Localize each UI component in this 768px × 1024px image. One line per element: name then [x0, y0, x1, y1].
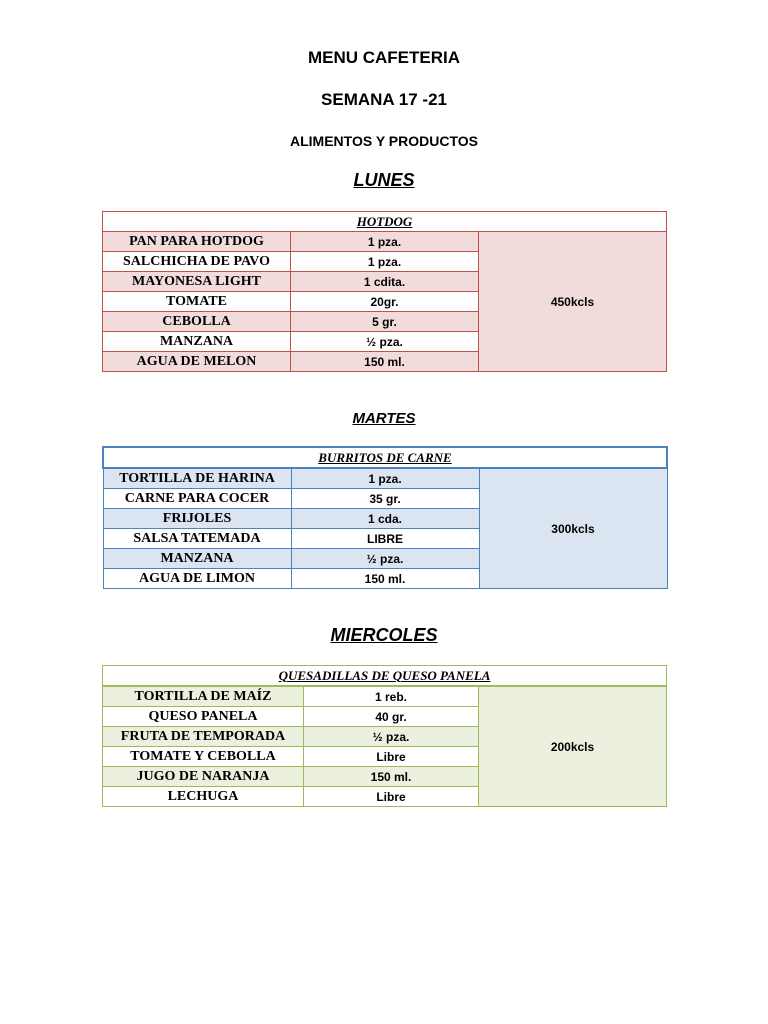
food-item: MANZANA: [103, 549, 291, 569]
food-item: CARNE PARA COCER: [103, 489, 291, 509]
quantity: Libre: [304, 787, 479, 807]
quantity: 150 ml.: [291, 352, 479, 372]
quantity: Libre: [304, 747, 479, 767]
food-item: JUGO DE NARANJA: [103, 767, 304, 787]
dish-name: BURRITOS DE CARNE: [103, 447, 667, 468]
subtitle: ALIMENTOS Y PRODUCTOS: [290, 133, 478, 149]
food-item: TORTILLA DE MAÍZ: [103, 686, 304, 707]
calories: 450kcls: [479, 232, 667, 372]
dish-name: QUESADILLAS DE QUESO PANELA: [103, 666, 667, 687]
food-item: QUESO PANELA: [103, 707, 304, 727]
dish-name: HOTDOG: [103, 212, 667, 232]
food-item: TORTILLA DE HARINA: [103, 468, 291, 489]
quantity: ½ pza.: [291, 332, 479, 352]
food-item: MANZANA: [103, 332, 291, 352]
quantity: 35 gr.: [291, 489, 479, 509]
quantity: ½ pza.: [291, 549, 479, 569]
quantity: 1 pza.: [291, 252, 479, 272]
menu-table-miercoles: [102, 665, 666, 807]
quantity: 40 gr.: [304, 707, 479, 727]
food-item: CEBOLLA: [103, 312, 291, 332]
calories: 200kcls: [479, 686, 667, 807]
menu-table-martes: [102, 446, 666, 589]
food-item: TOMATE: [103, 292, 291, 312]
food-item: AGUA DE LIMON: [103, 569, 291, 589]
food-item: MAYONESA LIGHT: [103, 272, 291, 292]
menu-table-lunes: [102, 211, 666, 372]
calories: 300kcls: [479, 468, 667, 589]
food-item: FRUTA DE TEMPORADA: [103, 727, 304, 747]
quantity: 1 cda.: [291, 509, 479, 529]
food-item: SALCHICHA DE PAVO: [103, 252, 291, 272]
quantity: 150 ml.: [304, 767, 479, 787]
week-label: SEMANA 17 -21: [321, 90, 447, 109]
quantity: 150 ml.: [291, 569, 479, 589]
food-item: TOMATE Y CEBOLLA: [103, 747, 304, 767]
quantity: 1 cdita.: [291, 272, 479, 292]
quantity: 20gr.: [291, 292, 479, 312]
quantity: ½ pza.: [304, 727, 479, 747]
day-heading-miercoles: MIERCOLES: [330, 625, 438, 645]
quantity: 1 reb.: [304, 686, 479, 707]
food-item: LECHUGA: [103, 787, 304, 807]
food-item: AGUA DE MELON: [103, 352, 291, 372]
quantity: LIBRE: [291, 529, 479, 549]
food-item: PAN PARA HOTDOG: [103, 232, 291, 252]
document-title: MENU CAFETERIA: [307, 48, 461, 67]
day-heading-lunes: LUNES: [353, 170, 415, 190]
quantity: 5 gr.: [291, 312, 479, 332]
food-item: SALSA TATEMADA: [103, 529, 291, 549]
quantity: 1 pza.: [291, 232, 479, 252]
quantity: 1 pza.: [291, 468, 479, 489]
food-item: FRIJOLES: [103, 509, 291, 529]
day-heading-martes: MARTES: [352, 410, 416, 427]
